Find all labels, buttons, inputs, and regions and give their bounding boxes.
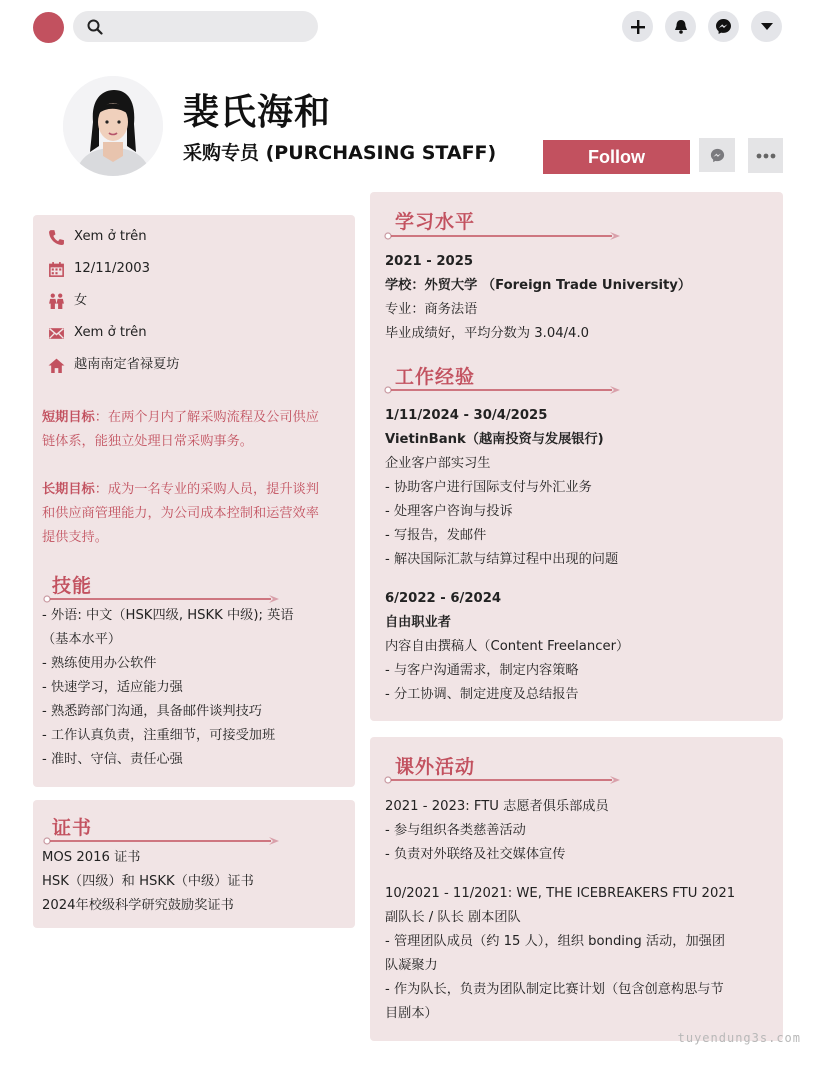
phone-icon [48,229,65,246]
education-details [385,250,691,346]
certificates-list [42,846,254,918]
profile-photo [63,76,163,176]
certificate-item: HSK（四级）和 HSKK（中级）证书 [42,874,254,889]
activity-line: - 负责对外联络及社交媒体宣传 [385,847,566,862]
job-vietinbank [385,404,618,572]
contact-email-text: Xem ở trên [74,325,147,340]
home-icon [48,357,65,374]
job-task: - 处理客户咨询与投诉 [385,504,513,519]
create-button[interactable] [622,11,653,42]
personal-info-panel [33,215,355,787]
gender-icon [48,293,65,310]
short-term-goal [42,406,332,454]
education-period: 2021 - 2025 [385,254,474,269]
activity-line: 目剧本） [385,1006,438,1021]
long-term-goal-label: 长期目标 [42,482,95,497]
activity-line: - 参与组织各类慈善活动 [385,823,526,838]
activities-list [385,795,735,1026]
long-term-goal [42,478,332,550]
search-icon [87,19,103,35]
education-result: 毕业成绩好，平均分数为 3.04/4.0 [385,326,590,341]
watermark: tuyendung3s.com [677,1031,801,1045]
logo[interactable] [33,12,64,43]
profile-name: 裴氏海和 [183,92,332,133]
activities-title: 课外活动 [395,756,476,778]
activity-line: 2021 - 2023: FTU 志愿者俱乐部成员 [385,799,609,814]
section-divider [384,385,622,395]
contact-phone-text: Xem ở trên [74,229,147,244]
skills-title: 技能 [52,575,93,597]
messenger-icon [715,18,732,35]
education-school: 学校：外贸大学 （Foreign Trade University） [385,278,692,293]
messenger-button[interactable] [708,11,739,42]
job-task: - 解决国际汇款与结算过程中出现的问题 [385,552,619,567]
job-company: 自由职业者 [385,615,451,630]
long-term-goal-text: ：成为一名专业的采购人员，提升谈判和供应商管理能力，为公司成本控制和运营效率提供支持。 [42,482,319,545]
messenger-icon [710,148,725,163]
contact-email [48,321,147,345]
job-freelancer [385,587,629,707]
contact-birthday-text: 12/11/2003 [74,261,151,276]
skills-list [42,604,294,772]
contact-gender [48,289,87,313]
job-task: - 与客户沟通需求，制定内容策略 [385,663,579,678]
contact-phone [48,225,147,249]
contact-address [48,353,180,377]
activity-line: - 作为队长，负责为团队制定比赛计划（包含创意构思与节 [385,982,724,997]
section-divider [43,836,281,846]
skill-item: - 熟练使用办公软件 [42,656,157,671]
short-term-goal-label: 短期目标 [42,410,95,425]
section-divider [384,231,622,241]
caret-down-icon [761,23,773,31]
activities-panel [370,737,783,1041]
account-menu-button[interactable] [751,11,782,42]
job-title: 采购专员 (PURCHASING STAFF) [183,142,497,164]
skill-item: （基本水平） [42,632,122,647]
activity-line: - 管理团队成员（约 15 人），组织 bonding 活动，加强团 [385,934,726,949]
skill-item: - 快速学习，适应能力强 [42,680,183,695]
activity-line: 队凝聚力 [385,958,438,973]
message-button[interactable] [699,138,735,172]
bell-icon [674,19,688,34]
skill-item: - 准时、守信、责任心强 [42,752,183,767]
plus-icon [631,20,645,34]
skill-item: - 外语: 中文（HSK四级, HSKK 中级); 英语 [42,608,294,623]
contact-gender-text: 女 [74,293,88,308]
section-divider [43,594,281,604]
calendar-icon [48,261,65,278]
mail-icon [48,325,65,342]
certificates-title: 证书 [52,817,93,839]
skill-item: - 工作认真负责，注重细节，可接受加班 [42,728,276,743]
job-company: VietinBank（越南投资与发展银行) [385,432,604,447]
more-dots-icon [756,153,776,159]
job-period: 1/11/2024 - 30/4/2025 [385,408,548,423]
skill-item: - 熟悉跨部门沟通，具备邮件谈判技巧 [42,704,262,719]
contact-birthday [48,257,150,281]
job-task: - 写报告，发邮件 [385,528,487,543]
contact-address-text: 越南南定省禄夏坊 [74,357,180,372]
job-role: 企业客户部实习生 [385,456,491,471]
activity-line: 副队长 / 队长 剧本团队 [385,910,521,925]
job-task: - 分工协调、制定进度及总结报告 [385,687,579,702]
certificates-panel [33,800,355,928]
education-experience-panel [370,192,783,721]
follow-button[interactable]: Follow [543,140,690,174]
experience-title: 工作经验 [395,366,476,388]
job-role: 内容自由撰稿人（Content Freelancer） [385,639,630,654]
job-task: - 协助客户进行国际支付与外汇业务 [385,480,592,495]
activity-line: 10/2021 - 11/2021: WE, THE ICEBREAKERS FTU 2021 [385,886,736,901]
section-divider [384,775,622,785]
more-options-button[interactable] [748,138,783,173]
job-period: 6/2022 - 6/2024 [385,591,502,606]
short-term-goal-text: ：在两个月内了解采购流程及公司供应链体系，能独立处理日常采购事务。 [42,410,319,449]
education-major: 专业：商务法语 [385,302,478,317]
search-bar[interactable] [73,11,318,42]
activity-spacer [385,867,735,882]
certificate-item: MOS 2016 证书 [42,850,141,865]
top-actions [622,11,782,42]
education-title: 学习水平 [395,211,476,233]
certificate-item: 2024年校级科学研究鼓励奖证书 [42,898,234,913]
notifications-button[interactable] [665,11,696,42]
